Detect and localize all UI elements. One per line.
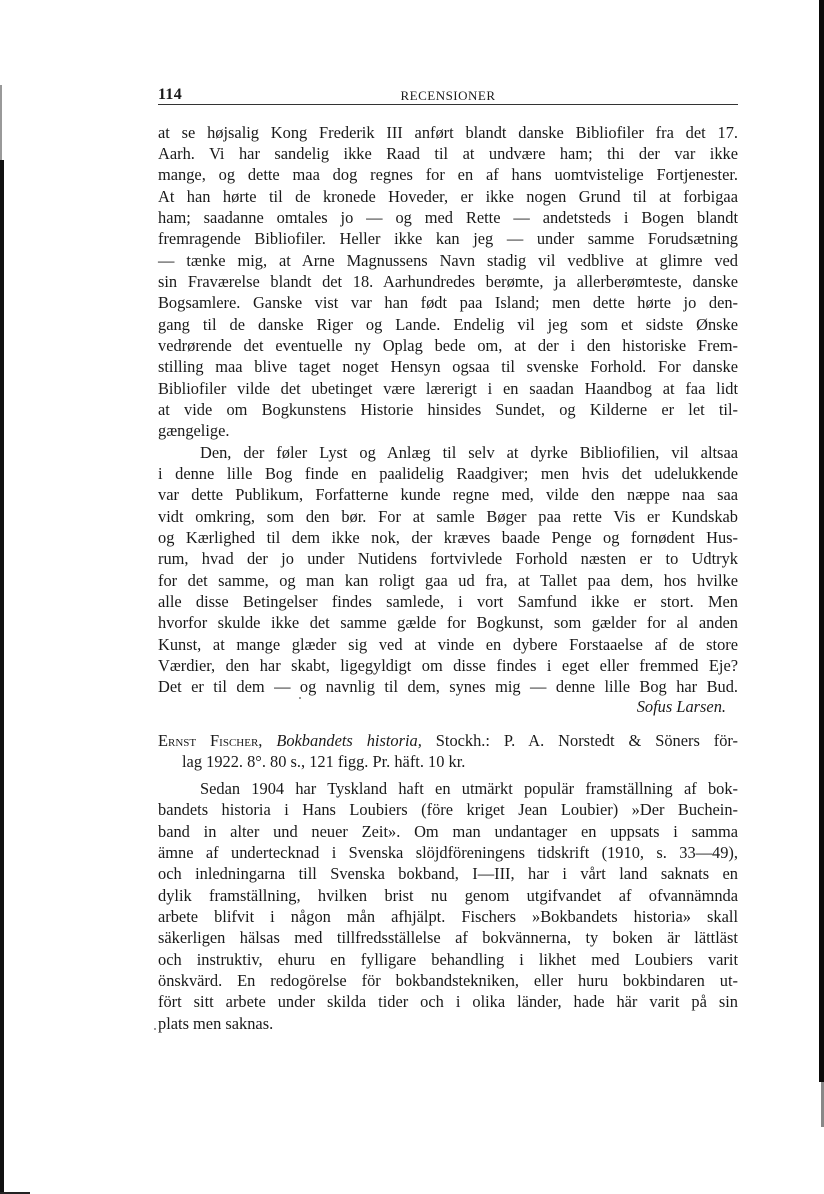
- text-line: sin Fraværelse blandt det 18. Aarhundredes berømte, ja allerberømteste, danske: [158, 272, 738, 291]
- citation-line-2: lag 1922. 8°. 80 s., 121 figg. Pr. häft. 10 kr.: [182, 752, 466, 771]
- text-line: — tænke mig, at Arne Magnussens Navn stadig vil vedblive at glimre ved: [158, 251, 738, 270]
- header-rule: [158, 104, 738, 105]
- text-line: at vide om Bogkunstens Historie hinsides Sundet, og Kilderne er let til-: [158, 400, 738, 419]
- text-line: gang til de danske Riger og Lande. Endelig vil jeg som et sidste Ønske: [158, 315, 738, 334]
- page-number: 114: [158, 86, 183, 103]
- text-line: Kunst, at mange glæder sig ved at vinde en dybere Forstaaelse af de store: [158, 635, 738, 654]
- text-line: vidt omkring, som den bør. For at samle Bøger paa rette Vis er Kundskab: [158, 507, 738, 526]
- text-line: ämne af undertecknad i Svenska slöjdföreningens tidskrift (1910, s. 33—49),: [158, 843, 738, 862]
- text-line: plats men saknas.: [158, 1014, 274, 1033]
- text-line: alle disse Betingelser findes samlede, i vort Samfund ikke er stort. Men: [158, 592, 738, 611]
- text-line: säkerligen hälsas med tillfredsställelse af bokvännerna, ty boken är lättläst: [158, 928, 738, 947]
- text-line: for det samme, og man kan roligt gaa ud fra, at Tallet paa dem, hos hvilke: [158, 571, 738, 590]
- text-line: Den, der føler Lyst og Anlæg til selv at dyrke Bibliofilien, vil altsaa: [200, 443, 738, 462]
- running-title: RECENSIONER: [400, 88, 496, 103]
- text-line: at se højsalig Kong Frederik III anført blandt danske Bibliofiler fra det 17.: [158, 123, 738, 142]
- text-line: och instruktiv, ehuru en fylligare behandling i likhet med Loubiers varit: [158, 950, 738, 969]
- text-line: Sedan 1904 har Tyskland haft en utmärkt populär framställning af bok-: [200, 779, 738, 798]
- scan-edge-right: [819, 0, 824, 1082]
- text-line: Bogsamlere. Ganske vist var han født paa Island; men dette hørte jo den-: [158, 293, 738, 312]
- text-line: band in alter und neuer Zeit». Om man undantager en uppsats i samma: [158, 822, 738, 841]
- text-line: Det er til dem — og navnlig til dem, synes mig — denne lille Bog har Bud.: [158, 677, 738, 696]
- scan-speck: [154, 1028, 156, 1030]
- text-line: och inledningarna till Svenska bokband, I—III, har i vårt land saknats en: [158, 864, 738, 883]
- text-line: hvorfor skulde ikke det samme gælde for Bogkunst, som gælder for al anden: [158, 613, 738, 632]
- text-line: gængelige.: [158, 421, 230, 440]
- text-line: fremragende Bibliofiler. Heller ikke kan jeg — under samme Forudsætning: [158, 229, 738, 248]
- text-line: At han hørte til de kronede Hoveder, er ikke nogen Grund til at forbigaa: [158, 187, 738, 206]
- text-line: önskvärd. En redogörelse för bokbandstekniken, eller huru bokbindaren ut-: [158, 971, 738, 990]
- text-line: stilling maa blive taget noget Hensyn ogsaa til svenske Forhold. For danske: [158, 357, 738, 376]
- scan-speck: [299, 697, 301, 699]
- text-line: fört sitt arbete under skilda tider och i olika länder, hade här varit på sin: [158, 992, 738, 1011]
- text-line: var dette Publikum, Forfatterne kunde regne med, vilde den næppe naa saa: [158, 485, 738, 504]
- scan-edge-left: [0, 160, 4, 1194]
- text-line: arbete blifvit i någon mån afhjälpt. Fischers »Bokbandets historia» skall: [158, 907, 738, 926]
- running-head: [158, 86, 738, 106]
- citation-publisher: Stockh.: P. A. Norstedt & Söners för-: [421, 731, 738, 750]
- scan-edge-left-top: [0, 85, 2, 160]
- signature: Sofus Larsen.: [636, 697, 726, 716]
- text-line: bandets historia i Hans Loubiers (före kriget Jean Loubier) »Der Buchein-: [158, 800, 738, 819]
- text-line: rum, hvad der jo under Nutidens fortvivlede Forhold næsten er to Udtryk: [158, 549, 738, 568]
- citation-title: Bokbandets historia,: [276, 731, 422, 750]
- text-line: dylik framställning, hvilken brist nu genom utgifvandet af ofvannämnda: [158, 886, 738, 905]
- text-line: og Kærlighed til dem ikke nok, der kræves baade Penge og fornødent Hus-: [158, 528, 738, 547]
- text-line: vedrørende det eventuelle ny Oplag bede om, at der i den historiske Frem-: [158, 336, 738, 355]
- text-line: i denne lille Bog finde en paalidelig Raadgiver; men hvis det udelukkende: [158, 464, 738, 483]
- text-line: Værdier, den har skabt, ligegyldigt om disse findes i eget eller fremmed Eje?: [158, 656, 738, 675]
- text-line: ham; saadanne omtales jo — og med Rette — andetsteds i Bogen blandt: [158, 208, 738, 227]
- text-line: Aarh. Vi har sandelig ikke Raad til at undvære ham; thi der var ikke: [158, 144, 738, 163]
- citation-author: Ernst Fischer: [158, 731, 259, 750]
- citation-line-1: [158, 730, 738, 751]
- citation-separator: ,: [258, 731, 277, 750]
- text-line: Bibliofiler vilde det ubetinget være lærerigt i en saadan Haandbog at faa lidt: [158, 379, 738, 398]
- text-line: mange, og dette maa dog regnes for en af hans uomtvistelige Fortjenester.: [158, 165, 738, 184]
